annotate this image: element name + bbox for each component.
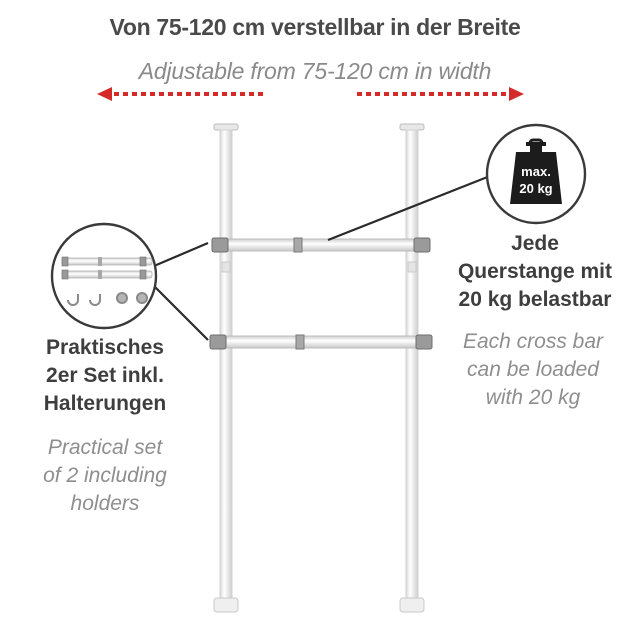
text-line: 2er Set inkl. — [46, 364, 164, 387]
weight-label-line2: 20 kg — [519, 181, 553, 196]
cross-bar-lower — [210, 335, 432, 349]
right-pole — [400, 124, 424, 612]
set-info-text-en — [0, 434, 210, 518]
left-pole — [214, 124, 238, 612]
bar-detail-bottom — [62, 270, 152, 279]
text-line: Halterungen — [43, 392, 167, 415]
text-line: Jede — [511, 232, 559, 255]
headline-german: Von 75-120 cm verstellbar in der Breite — [109, 14, 521, 40]
callout-line-upper-left — [154, 243, 208, 266]
text-line: Practical set — [47, 436, 163, 459]
text-line: can be loaded — [467, 358, 599, 381]
text-line: Querstange mit — [457, 260, 613, 283]
crossbar-load-text-en — [436, 328, 630, 412]
weight-label-line1: max. — [521, 164, 551, 179]
callout-line-lower-left — [154, 286, 208, 340]
bar-detail-top — [62, 257, 152, 266]
cross-bar-upper — [212, 238, 430, 252]
headline-english: Adjustable from 75-120 cm in width — [138, 58, 492, 84]
set-detail-circle — [52, 224, 156, 328]
text-line: Each cross bar — [462, 330, 604, 353]
crossbar-load-text-de — [440, 230, 630, 314]
weight-circle — [487, 125, 585, 223]
text-line: holders — [70, 492, 140, 515]
text-line: 20 kg belastbar — [458, 288, 612, 311]
set-info-text-de — [0, 334, 210, 418]
text-line: of 2 including — [43, 464, 167, 487]
text-line: Praktisches — [46, 336, 164, 359]
width-arrow-right — [357, 87, 524, 101]
text-line: with 20 kg — [485, 386, 581, 409]
width-arrow-left — [97, 87, 263, 101]
